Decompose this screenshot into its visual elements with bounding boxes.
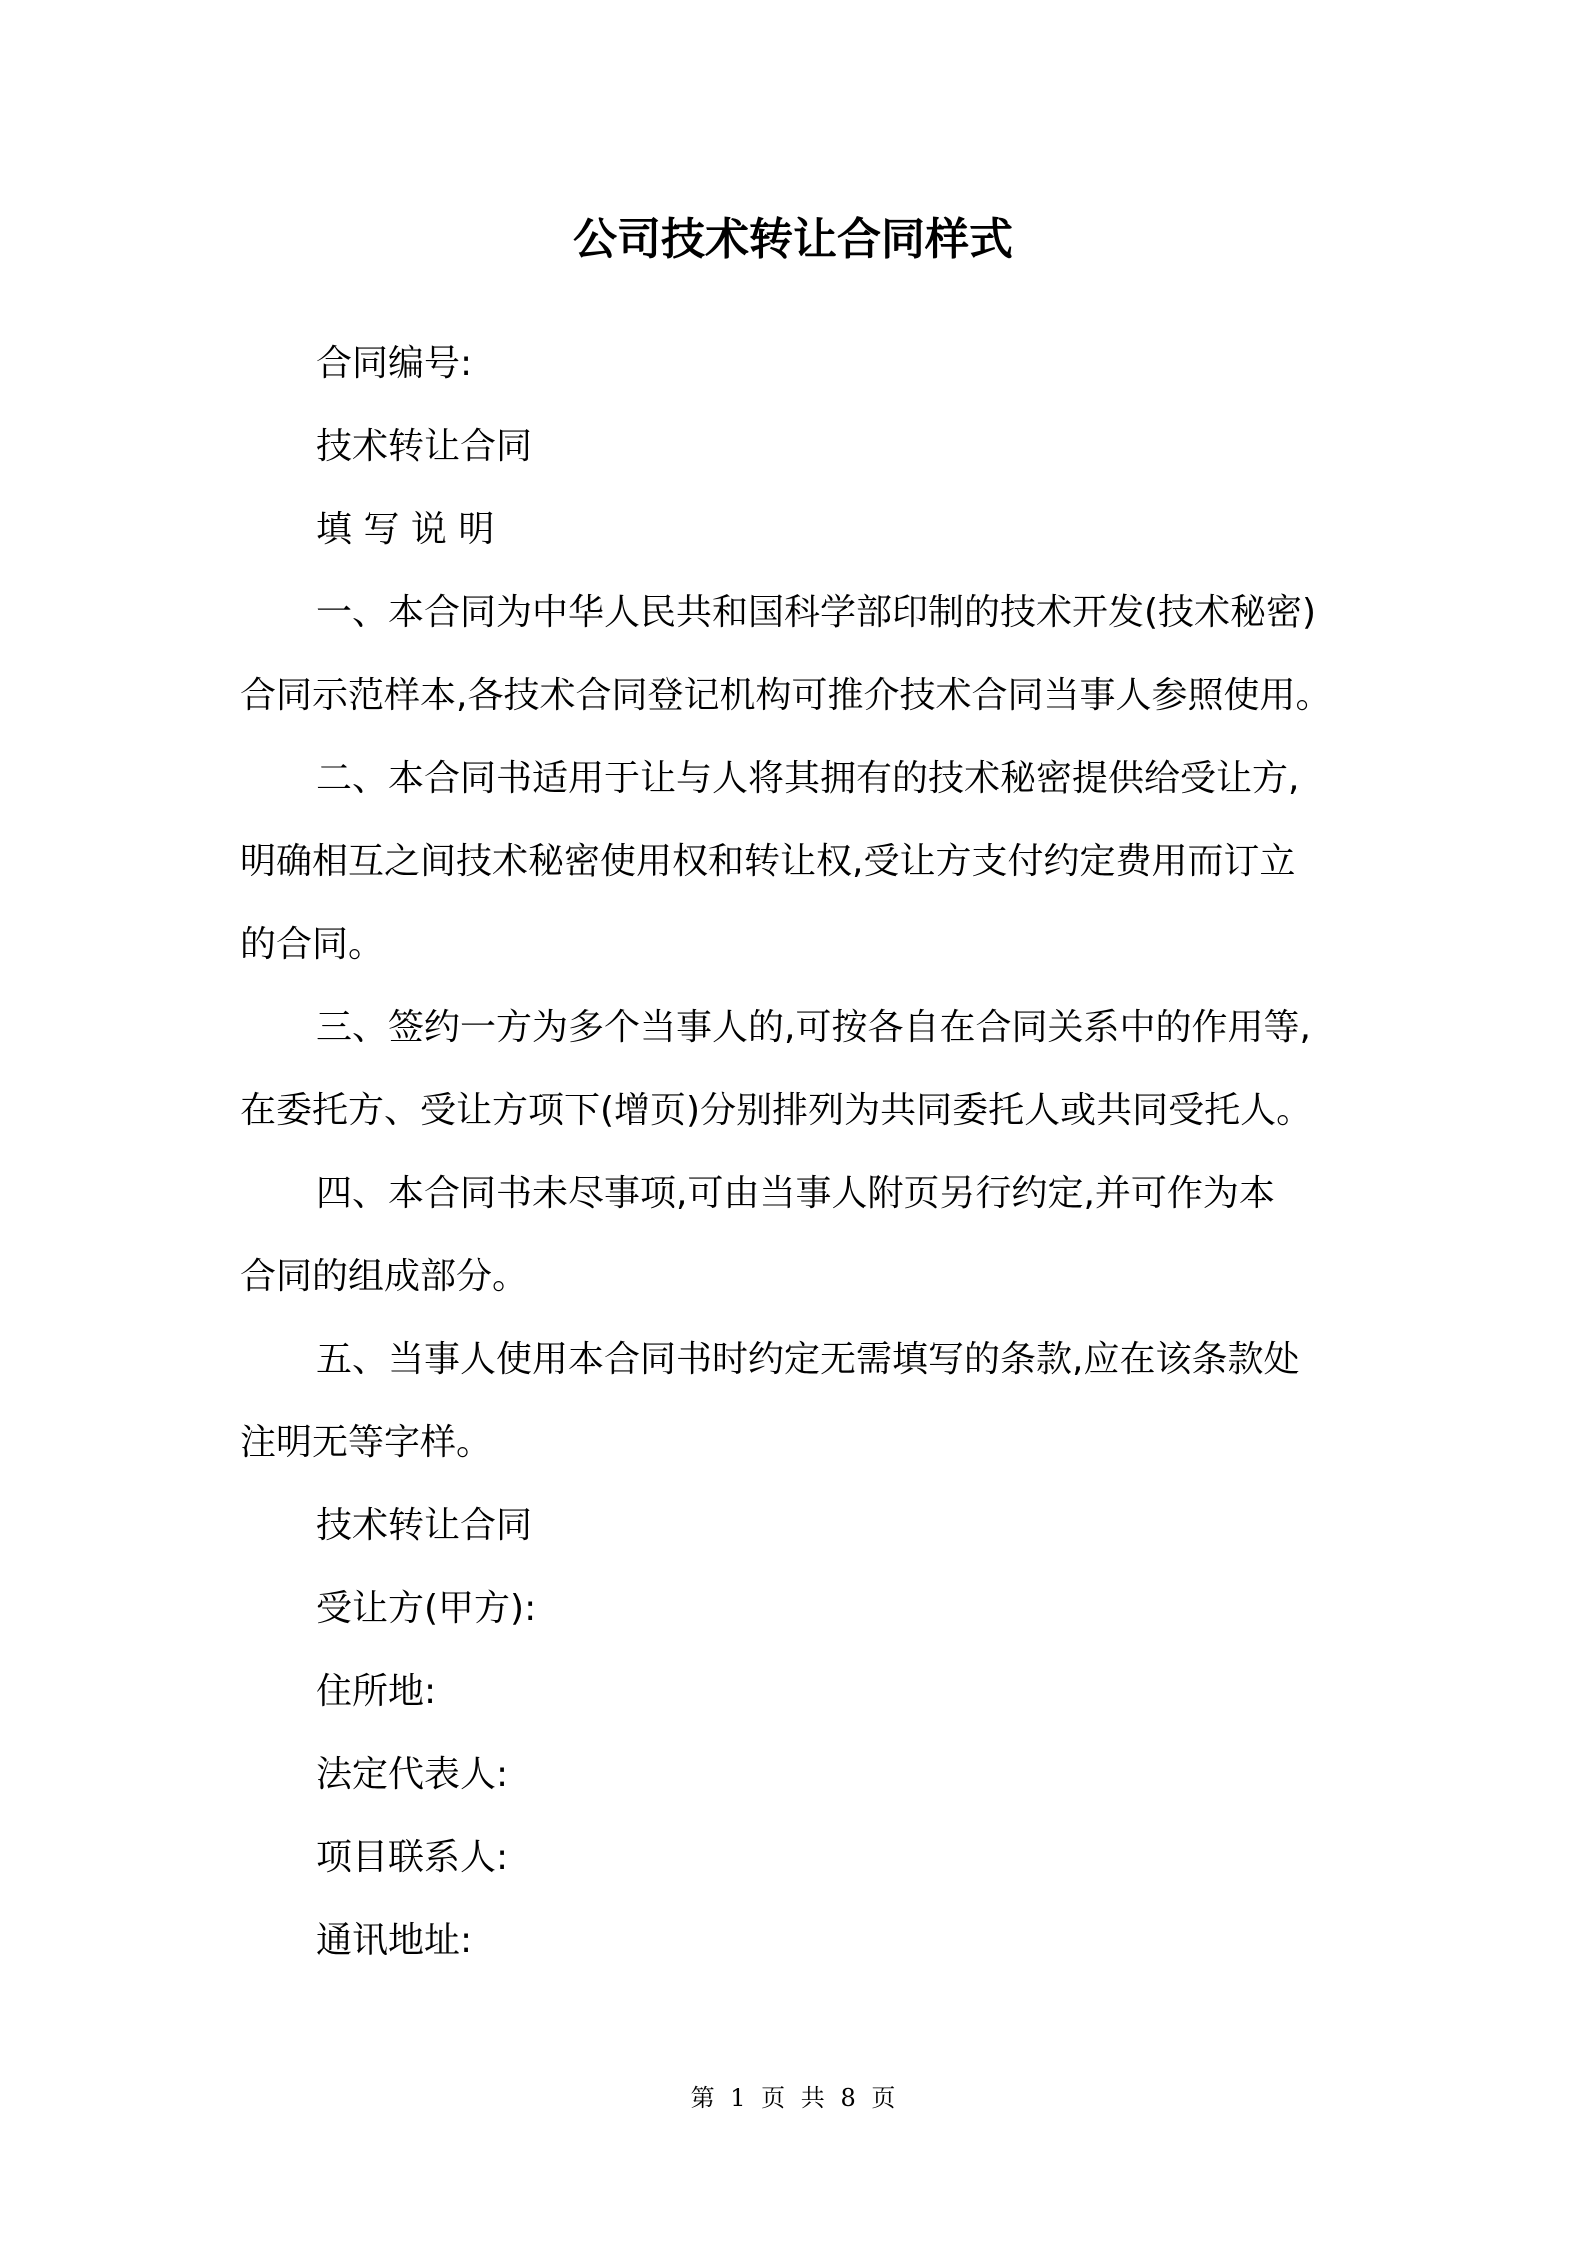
page-footer: 第 1 页 共 8 页 (690, 2084, 896, 2112)
clause-2-line-2: 明确相互之间技术秘密使用权和转让权,受让方支付约定费用而订立 (240, 841, 1296, 882)
instructions-heading: 填 写 说 明 (316, 509, 495, 550)
clause-2-line-3: 的合同。 (240, 924, 385, 965)
contract-number-label: 合同编号: (316, 343, 473, 384)
document-body (240, 322, 1365, 1982)
clause-5-line-1: 五、当事人使用本合同书时约定无需填写的条款,应在该条款处 (316, 1339, 1300, 1380)
address-label: 住所地: (316, 1671, 437, 1712)
project-contact-label: 项目联系人: (316, 1837, 509, 1878)
clause-4-line-1: 四、本合同书未尽事项,可由当事人附页另行约定,并可作为本 (316, 1173, 1275, 1214)
clause-1-line-1: 一、本合同为中华人民共和国科学部印制的技术开发(技术秘密) (316, 592, 1317, 633)
document-title: 公司技术转让合同样式 (573, 214, 1013, 265)
clause-2-line-1: 二、本合同书适用于让与人将其拥有的技术秘密提供给受让方, (316, 758, 1300, 799)
clause-4-line-2: 合同的组成部分。 (240, 1256, 529, 1297)
clause-3-line-2: 在委托方、受让方项下(增页)分别排列为共同委托人或共同受托人。 (240, 1090, 1313, 1131)
assignee-label: 受让方(甲方): (316, 1588, 537, 1629)
contract-subtitle-2: 技术转让合同 (316, 1505, 533, 1546)
contract-subtitle: 技术转让合同 (316, 426, 533, 467)
mailing-address-label: 通讯地址: (316, 1920, 473, 1961)
clause-1-line-2: 合同示范样本,各技术合同登记机构可推介技术合同当事人参照使用。 (240, 675, 1332, 716)
clause-5-line-2: 注明无等字样。 (240, 1422, 493, 1463)
clause-3-line-1: 三、签约一方为多个当事人的,可按各自在合同关系中的作用等, (316, 1007, 1311, 1048)
legal-representative-label: 法定代表人: (316, 1754, 509, 1795)
